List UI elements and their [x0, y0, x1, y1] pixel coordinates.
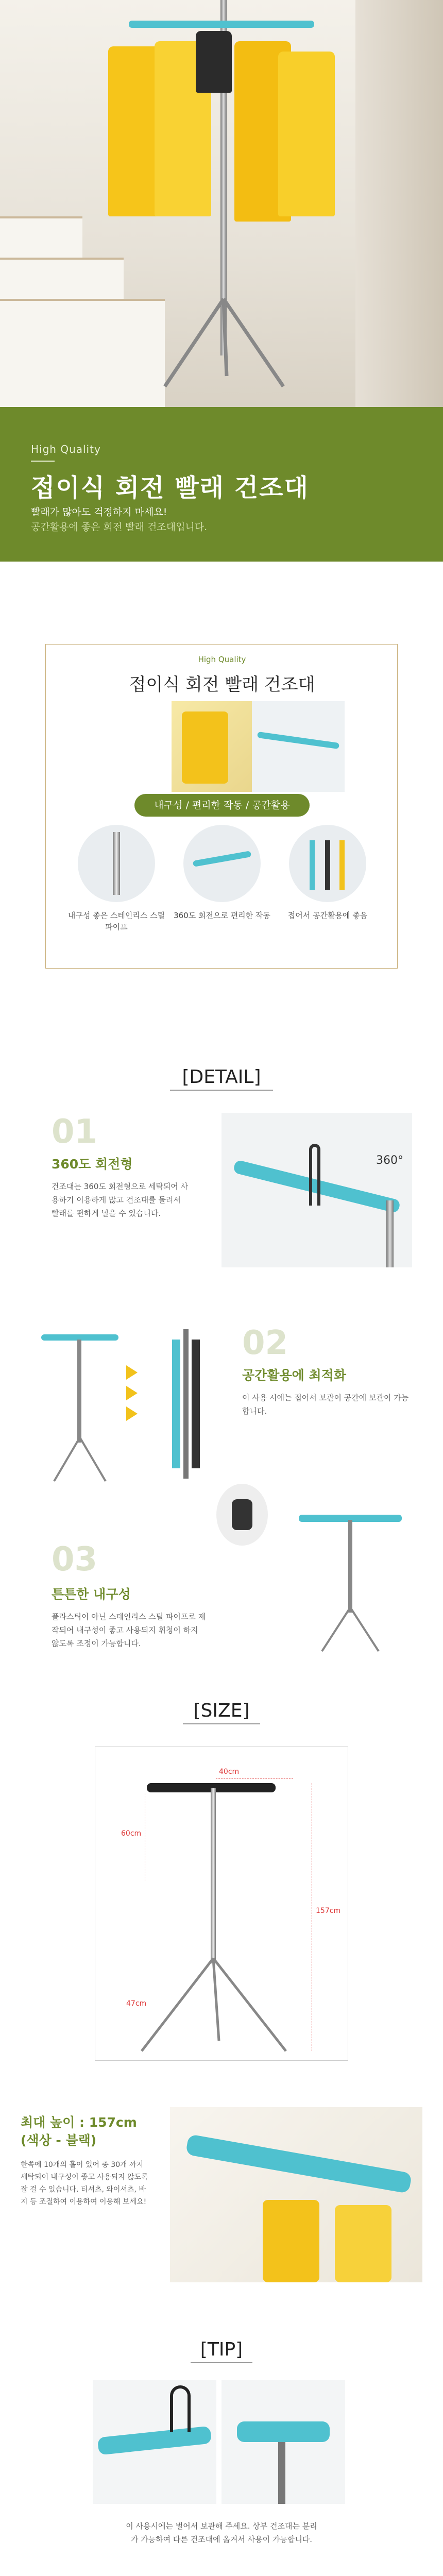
tagline: High Quality	[31, 443, 101, 455]
folded-arm	[172, 1340, 180, 1468]
detail-heading: [DETAIL]	[170, 1066, 273, 1091]
pipe-icon	[113, 832, 120, 895]
detail-num-2: 02	[242, 1324, 288, 1362]
arrow-icon	[126, 1365, 138, 1380]
detail-text-2: 이 사용 시에는 접어서 보관이 공간에 보관이 가능합니다.	[242, 1393, 409, 1416]
yellow-shirt	[263, 2200, 319, 2282]
rack-pole	[77, 1340, 81, 1443]
tripod-legs	[155, 289, 294, 392]
black-hanger-item	[196, 31, 232, 93]
yellow-shirt	[182, 711, 228, 784]
card-title: 접이식 회전 빨래 건조대	[129, 674, 315, 695]
height-label: 157cm	[316, 1907, 341, 1915]
card-badge: High Quality	[198, 655, 246, 664]
tip-photo-1	[93, 2380, 216, 2504]
rack-pole	[386, 1200, 394, 1267]
folded-pole	[183, 1329, 189, 1479]
width-label: 40cm	[219, 1768, 240, 1776]
stair-3	[0, 299, 165, 407]
feature-label-1: 내구성 좋은 스테인리스 스틸파이프	[67, 911, 165, 931]
detail-num-1: 01	[52, 1113, 98, 1151]
yellow-shirt	[335, 2205, 391, 2282]
rack-arm	[129, 21, 314, 28]
hero-title: 접이식 회전 빨래 건조대	[31, 473, 309, 502]
feature-pill: 내구성 / 편리한 작동 / 공간활용	[134, 794, 310, 817]
tip-photo-2	[222, 2380, 345, 2504]
rack-pole	[278, 2442, 285, 2504]
tripod-legs	[137, 1953, 291, 2056]
hero-photo	[0, 0, 443, 407]
detail-title-2: 공간활용에 최적화	[242, 1368, 346, 1383]
detail-heading-wrap	[170, 1066, 273, 1091]
tripod-legs	[52, 1432, 108, 1484]
feature-label-2: 360도 회전으로 편리한 작동	[174, 911, 270, 920]
hinge	[232, 1499, 252, 1530]
hero-line-1: 빨래가 많아도 걱정하지 마세요!	[31, 506, 167, 518]
feature-circle-2	[183, 825, 261, 902]
detail-title-3: 튼튼한 내구성	[52, 1587, 131, 1602]
rotation-badge: 360°	[376, 1154, 403, 1167]
feature-label-3: 접어서 공간활용에 좋음	[287, 911, 368, 920]
base-label: 47cm	[126, 1999, 147, 2008]
tip-text-1: 이 사용시에는 벌어서 보관해 주세요. 상부 건조대는 분리가 가능하여 다른 건조대에 옮겨서 사용이 가능합니다.	[126, 2521, 317, 2544]
tip-heading-wrap	[191, 2339, 252, 2363]
size-text: 한쪽에 10개의 홀이 있어 총 30개 까지 세탁되어 내구성이 좋고 사용되지 않도록 잘 걸 수 있습니다. 티셔츠, 와이셔츠, 바지 등 조절하여 이용하여 이용해 보세요!	[21, 2161, 148, 2206]
size-heading-wrap	[183, 1700, 260, 1724]
hook	[309, 1144, 320, 1206]
hook	[170, 2385, 191, 2432]
detail-text-3: 플라스틱이 아닌 스테인리스 스틸 파이프로 제작되어 내구성이 좋고 사용되지 휘청이 하지 않도록 조정이 가능합니다.	[52, 1612, 206, 1648]
detail-num-3: 03	[52, 1540, 98, 1579]
arrow-icon	[126, 1406, 138, 1421]
max-height-title: 최대 높이 : 157cm	[21, 2115, 137, 2130]
size-heading: [SIZE]	[183, 1700, 260, 1724]
size-diagram	[95, 1747, 348, 2061]
rack-pole	[348, 1520, 352, 1613]
detail-photo-1	[222, 1113, 412, 1267]
size-photo	[170, 2107, 422, 2282]
rack-arm	[185, 2134, 412, 2194]
folded-pole	[325, 840, 330, 890]
yellow-shirt	[278, 52, 335, 216]
rack-arm	[97, 2426, 212, 2455]
summary-card	[45, 644, 398, 969]
arm-label: 60cm	[121, 1829, 142, 1838]
detail-title-1: 360도 회전형	[52, 1157, 133, 1172]
folded-arm	[310, 840, 315, 890]
feature-circle-3	[289, 825, 366, 902]
color-title: (색상 - 블랙)	[21, 2133, 97, 2148]
rack-photo-right	[252, 701, 345, 792]
rack-arm	[257, 732, 339, 749]
rack-arm	[193, 851, 251, 867]
arrow-icon	[126, 1386, 138, 1400]
feature-circle-1	[78, 825, 155, 902]
hero-line-2: 공간활용에 좋은 회전 빨래 건조대입니다.	[31, 521, 208, 533]
detail-photo-2b	[165, 1319, 206, 1484]
detail-text-1: 건조대는 360도 회전형으로 세탁되어 사용하기 이용하게 많고 건조대를 돌려서 빨래를 편하게 널을 수 있습니다.	[52, 1182, 189, 1218]
detail-zoom-circle	[216, 1484, 268, 1546]
detail-photo-3	[288, 1504, 412, 1654]
wall-panel	[355, 0, 443, 407]
detail-photo-2a	[36, 1319, 124, 1484]
rack-arm	[237, 2421, 330, 2442]
tripod-legs	[319, 1602, 381, 1654]
tip-heading: [TIP]	[191, 2339, 252, 2363]
folded-arm	[339, 840, 345, 890]
tagline-underline	[31, 461, 55, 462]
intro-band	[0, 407, 443, 562]
folded-arm	[192, 1340, 200, 1468]
rack-pole	[211, 1788, 216, 1963]
